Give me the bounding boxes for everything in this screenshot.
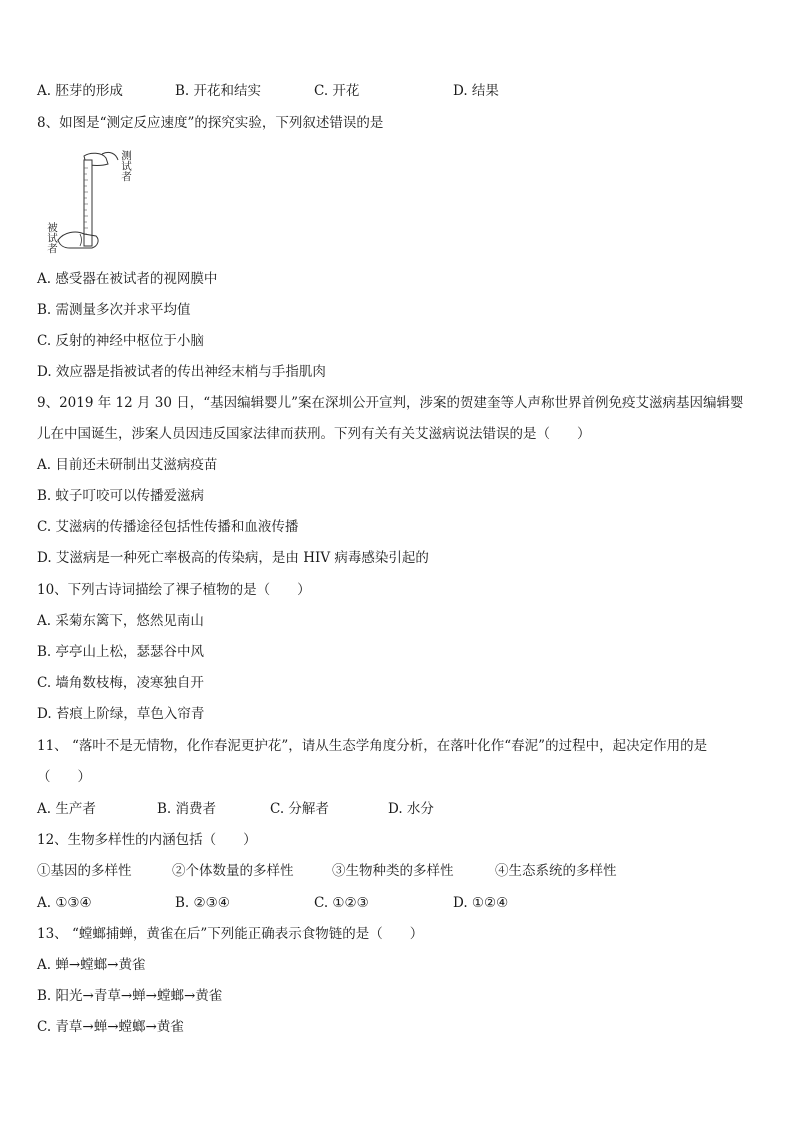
q10-option-d: D. 苔痕上阶绿，草色入帘青 (37, 706, 205, 722)
q12-option-b: B. ②③④ (175, 895, 230, 911)
q11-stem-line1: 11、 “落叶不是无情物，化作春泥更护花”，请从生态学角度分析，在落叶化作“春泥”的过程中，起决定作用的是 (37, 738, 708, 754)
q12-item-2: ②个体数量的多样性 (172, 863, 294, 879)
q8-option-a: A. 感受器在被试者的视网膜中 (37, 271, 218, 287)
q12-item-3: ③生物种类的多样性 (332, 863, 454, 879)
q7-option-a: A. 胚芽的形成 (37, 83, 123, 99)
q12-item-4: ④生态系统的多样性 (495, 863, 617, 879)
q11-option-b: B. 消费者 (157, 801, 217, 817)
q10-option-c: C. 墙角数枝梅，凌寒独自开 (37, 675, 204, 691)
q13-stem: 13、 “螳螂捕蝉，黄雀在后”下列能正确表示食物链的是（ ） (37, 926, 424, 942)
q9-option-d: D. 艾滋病是一种死亡率极高的传染病，是由 HIV 病毒感染引起的 (37, 550, 429, 566)
q12-item-1: ①基因的多样性 (37, 863, 132, 879)
q10-stem: 10、下列古诗词描绘了裸子植物的是（ ） (37, 582, 311, 598)
q7-option-c: C. 开花 (314, 83, 360, 99)
q12-option-c: C. ①②③ (314, 895, 369, 911)
q12-stem: 12、生物多样性的内涵包括（ ） (37, 832, 257, 848)
q8-stem: 8、如图是“测定反应速度”的探究实验，下列叙述错误的是 (37, 115, 384, 131)
q9-option-a: A. 目前还未研制出艾滋病疫苗 (37, 457, 218, 473)
q13-option-a: A. 蝉→螳螂→黄雀 (37, 957, 146, 973)
q13-option-b: B. 阳光→青草→蝉→螳螂→黄雀 (37, 988, 223, 1004)
q9-stem-line2: 儿在中国诞生，涉案人员因违反国家法律而获刑。下列有关有关艾滋病说法错误的是（ ） (37, 426, 591, 442)
q8-option-b: B. 需测量多次并求平均值 (37, 302, 191, 318)
q9-option-c: C. 艾滋病的传播途径包括性传播和血液传播 (37, 519, 299, 535)
q10-option-a: A. 采菊东篱下，悠然见南山 (37, 613, 204, 629)
figure-label-subject: 被试者 (46, 222, 58, 254)
q11-option-c: C. 分解者 (270, 801, 329, 817)
q10-option-b: B. 亭亭山上松，瑟瑟谷中风 (37, 644, 205, 660)
q9-option-b: B. 蚊子叮咬可以传播爱滋病 (37, 488, 205, 504)
q8-option-d: D. 效应器是指被试者的传出神经末梢与手指肌肉 (37, 364, 326, 380)
q11-stem-line2: （ ） (37, 769, 91, 785)
q13-option-c: C. 青草→蝉→螳螂→黄雀 (37, 1019, 184, 1035)
q8-option-c: C. 反射的神经中枢位于小脑 (37, 333, 204, 349)
q11-option-a: A. 生产者 (37, 801, 96, 817)
q7-option-b: B. 开花和结实 (175, 83, 262, 99)
q7-option-d: D. 结果 (453, 83, 499, 99)
q9-stem-line1: 9、2019 年 12 月 30 日，“基因编辑婴儿”案在深圳公开宣判，涉案的贺建奎等人声称世界首例免疫艾滋病基因编辑婴 (37, 395, 744, 411)
q12-option-a: A. ①③④ (37, 895, 92, 911)
q12-option-d: D. ①②④ (453, 895, 509, 911)
q11-option-d: D. 水分 (388, 801, 434, 817)
figure-label-tester: 测试者 (120, 150, 132, 182)
